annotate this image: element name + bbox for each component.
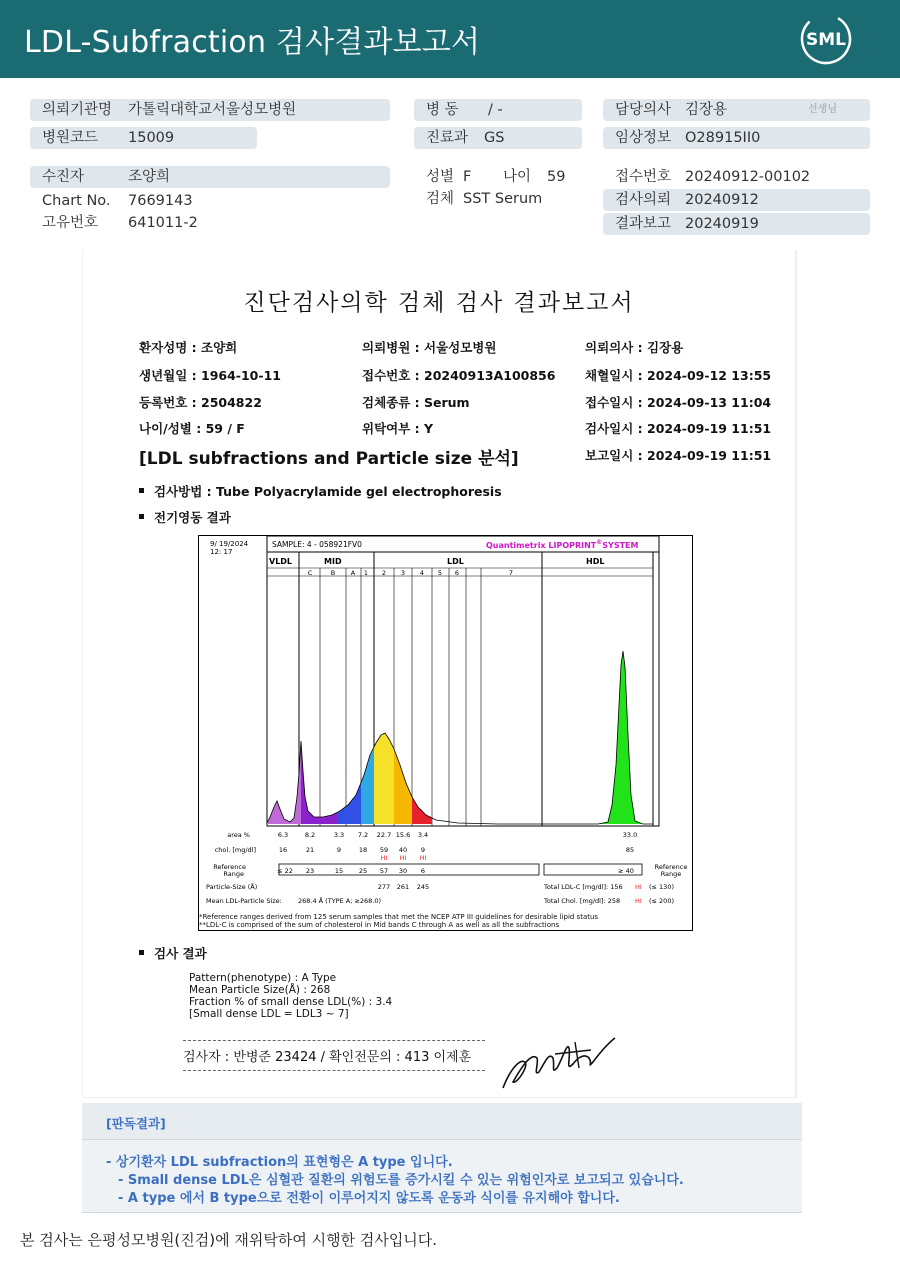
size-1: 261 [396,883,410,891]
chol-3: 18 [358,846,368,854]
band-label-A: A [350,569,356,577]
interpretation-header [82,1103,802,1140]
size-2: 245 [416,883,430,891]
interpretation-line-1: - 상기환자 LDL subfraction의 표현형은 A type 입니다. [106,1155,453,1170]
value-doctor: 김장용 [685,102,728,118]
ref-6: 6 [420,867,426,875]
label-report: 결과보고 [615,216,672,232]
electro-line [139,508,231,526]
footer-note: 본 검사는 은평성모병원(진검)에 재위탁하여 시행한 검사입니다. [20,1231,438,1249]
area-3: 7.2 [357,831,369,839]
label-receipt: 접수번호 [615,169,672,185]
report-receipt: 접수번호 : 20240913A100856 [362,368,556,383]
value-report: 20240919 [685,216,759,232]
report-title: 진단검사의학 검체 검사 결과보고서 [243,290,635,316]
chart-date: 9/ 19/2024 [210,540,249,548]
info-request [603,189,870,211]
band-label-6: 6 [454,569,460,577]
ref-3: 25 [358,867,368,875]
logo-text: SML [806,30,846,50]
signoff-text: 검사자 : 반병준 23424 / 확인전문의 : 413 이제훈 [183,1050,472,1065]
total-chol: Total Chol. [mg/dl]: 258 [544,897,621,905]
area-4: 22.7 [376,831,392,839]
chart-sample: SAMPLE: 4 - 058921FV0 [272,540,362,549]
interpretation-line-3: - A type 에서 B type으로 전환이 이루어지지 않도록 운동과 식이를 유지해야 합니다. [118,1191,620,1206]
interpretation-title: [판독결과] [106,1116,166,1131]
total-chol-ref: (≤ 200) [649,897,674,905]
area-6: 3.4 [417,831,429,839]
label-specimen: 검체 [426,191,455,207]
ref-hdl: ≥ 40 [618,867,634,875]
chol-5: 40 [398,846,408,854]
value-hospital: 가톨릭대학교서울성모병원 [128,102,297,118]
row-label-mean: Mean LDL-Particle Size: [206,897,282,905]
result-heading-text: 검사 결과 [154,946,207,961]
report-subtitle: [LDL subfractions and Particle size 분석] [139,449,519,469]
result-line-2: Mean Particle Size(Å) : 268 [189,984,331,996]
report-specimen: 검체종류 : Serum [362,395,470,410]
value-request: 20240912 [685,192,759,208]
group-vldl: VLDL [269,557,293,566]
value-name: 조양희 [128,169,171,185]
label-dept: 진료과 [426,130,469,146]
info-hospital [30,99,390,121]
label-chart: Chart No. [42,193,111,209]
lipoprint-chart [198,535,693,931]
sml-logo-icon [799,12,853,66]
label-age: 나이 [503,169,532,185]
label-sex: 성별 [426,169,455,185]
interpretation-line-2: - Small dense LDL은 심혈관 질환의 위험도를 증가시킬 수 있는 위험인자로 보고되고 있습니다. [118,1173,684,1188]
value-ward: / - [488,102,503,118]
report-age-sex: 나이/성별 : 59 / F [139,421,245,436]
header-bar [0,0,900,78]
value-code: 15009 [128,130,175,146]
mean-size-value: 268.4 Å (TYPE A; ≥268.0) [298,897,382,905]
report-patient-name: 환자성명 : 조양희 [139,340,238,355]
ref-2: 15 [334,867,344,875]
report-document [82,250,797,1098]
value-specimen: SST Serum [463,191,543,207]
info-name [30,166,390,188]
label-hospital: 의뢰기관명 [42,102,113,118]
value-dept: GS [484,130,505,146]
group-hdl: HDL [586,557,605,566]
chol-0: 16 [278,846,288,854]
label-doctor: 담당의사 [615,102,672,118]
band-label-C: C [307,569,313,577]
chol-4: 59 [379,846,389,854]
info-doctor [603,99,870,121]
chart-time: 12: 17 [210,548,233,556]
row-label-area: area % [227,831,250,839]
info-code [30,127,257,149]
value-sex: F [463,169,472,185]
info-clinical [603,127,870,149]
chart-brand: Quantimetrix LIPOPRINT®SYSTEM [486,539,639,550]
value-clinical: O28915II0 [685,130,761,146]
total-ldl: Total LDL-C [mg/dl]: 156 [544,883,623,891]
info-sex-age [414,166,582,188]
report-doctor: 의뢰의사 : 김장용 [585,340,684,355]
report-consign: 위탁여부 : Y [362,421,434,436]
size-0: 277 [377,883,391,891]
row-label-ref2: Range [223,870,244,878]
ref-5: 30 [398,867,408,875]
sign-divider-bottom [183,1070,485,1071]
group-mid: MID [324,557,342,566]
result-heading [139,944,207,962]
group-ldl: LDL [447,557,464,566]
chol-2: 9 [336,846,342,854]
chol-6: 9 [420,846,426,854]
result-line-4: [Small dense LDL = LDL3 ~ 7] [189,1008,349,1020]
info-specimen [414,188,582,210]
report-report-time: 보고일시 : 2024-09-19 11:51 [585,448,772,463]
total-chol-hi: HI [635,897,642,905]
result-line-3: Fraction % of small dense LDL(%) : 3.4 [189,996,393,1008]
label-clinical: 임상정보 [615,130,672,146]
info-chart [30,190,390,212]
area-7: 33.0 [622,831,638,839]
footnote-2: **LDL-C is comprised of the sum of cholesterol in Mid bands C through A as well as all the subfractions [199,921,560,929]
info-report [603,213,870,235]
band-label-B: B [330,569,336,577]
band-label-2: 2 [381,569,387,577]
report-reg-no: 등록번호 : 2504822 [139,395,262,410]
label-code: 병원코드 [42,130,99,146]
method-line [139,482,502,500]
band-label-5: 5 [437,569,443,577]
value-chart: 7669143 [128,193,193,209]
info-id [30,212,390,234]
label-name: 수진자 [42,169,85,185]
report-collect-time: 채혈일시 : 2024-09-12 13:55 [585,368,772,383]
method-text: 검사방법 : Tube Polyacrylamide gel electrophoresis [154,484,502,499]
hi-flag-2: HI [419,854,427,862]
ref-4: 57 [379,867,389,875]
row-label-size: Particle-Size (Å) [206,883,258,891]
label-id: 고유번호 [42,215,99,231]
page-title: LDL-Subfraction 검사결과보고서 [24,25,481,60]
doctor-suffix: 선생님 [808,104,837,115]
band-label-7: 7 [508,569,514,577]
area-2: 3.3 [333,831,345,839]
value-receipt: 20240912-00102 [685,169,811,185]
chart-footnotes [199,913,598,929]
hi-flag-0: HI [380,854,388,862]
area-1: 8.2 [304,831,316,839]
chol-7: 85 [625,846,635,854]
info-receipt [603,166,870,188]
ref-label-right-2: Range [660,870,682,878]
label-request: 검사의뢰 [615,192,672,208]
sign-divider-top [183,1040,485,1041]
electro-text: 전기영동 결과 [154,510,231,525]
report-birth: 생년월일 : 1964-10-11 [139,368,281,383]
chol-1: 21 [305,846,315,854]
ref-label-right-1: Reference [654,863,688,871]
report-test-time: 검사일시 : 2024-09-19 11:51 [585,421,772,436]
band-label-4: 4 [419,569,425,577]
info-ward [414,99,582,121]
row-label-ref1: Reference [213,863,246,871]
result-line-1: Pattern(phenotype) : A Type [189,972,337,984]
row-label-chol: chol. [mg/dl] [214,846,256,854]
report-hospital: 의뢰병원 : 서울성모병원 [362,340,497,355]
value-age: 59 [547,169,566,185]
area-0: 6.3 [277,831,289,839]
report-receipt-time: 접수일시 : 2024-09-13 11:04 [585,395,772,410]
total-ldl-ref: (≤ 130) [649,883,674,891]
value-id: 641011-2 [128,215,198,231]
hi-flag-1: HI [399,854,407,862]
ref-0: ≤ 22 [277,867,293,875]
band-label-1: 1 [363,569,369,577]
band-label-3: 3 [400,569,406,577]
label-ward: 병 동 [426,102,459,118]
interpretation-body [82,1140,802,1213]
footnote-1: *Reference ranges derived from 125 serum samples that met the NCEP ATP III guidelines for desirable lipid status [199,913,599,921]
area-5: 15.6 [395,831,411,839]
signature-image [495,1032,620,1094]
ref-1: 23 [305,867,315,875]
total-ldl-hi: HI [635,883,642,891]
info-dept [414,127,582,149]
